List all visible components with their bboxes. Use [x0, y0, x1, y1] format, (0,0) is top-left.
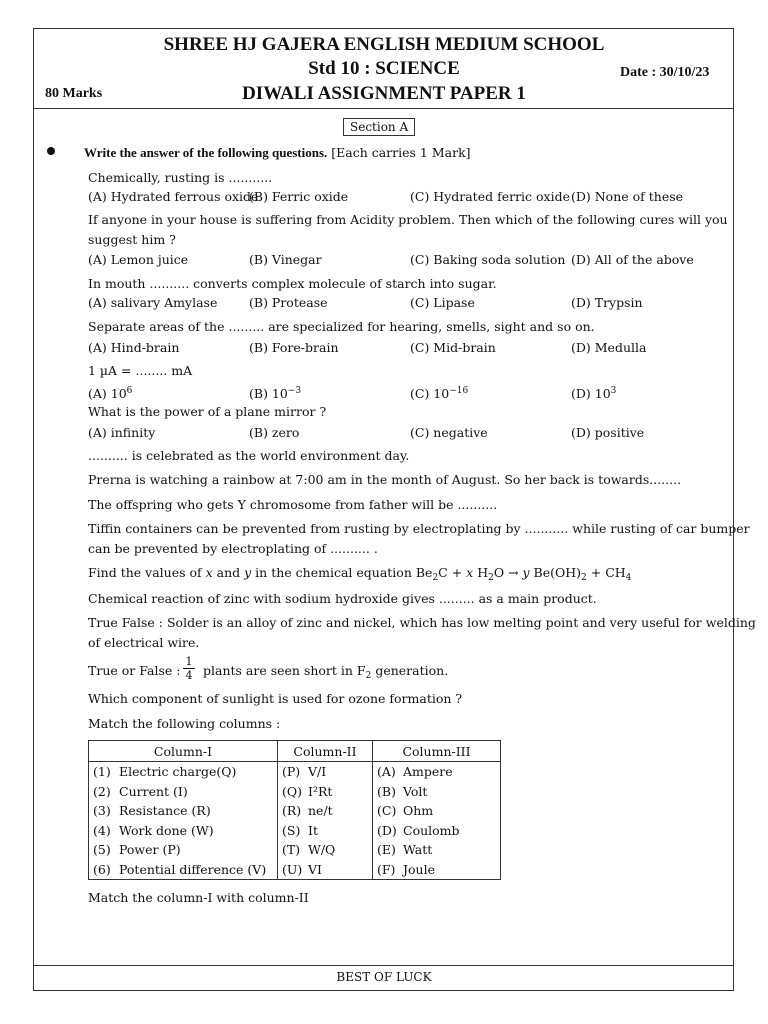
question-11: Find the values of x and y in the chemical equation $Be_2C + x$ $H_2O \to y$ $Be(OH)_2 + CH_4$ — [88, 565, 632, 583]
footer-divider — [33, 965, 734, 966]
school-name: SHREE HJ GAJERA ENGLISH MEDIUM SCHOOL — [163, 34, 605, 55]
q2-option-a: (A) Lemon juice — [88, 252, 189, 267]
instruction-rest: [Each carries 1 Mark] — [327, 145, 471, 160]
q2-option-b: (B) Vinegar — [249, 252, 322, 267]
question-10-line1: Tiffin containers can be prevented from rusting by electroplating by ........... while rusting of car bumper — [88, 521, 750, 536]
q4-option-d: (D) Medulla — [571, 340, 647, 355]
question-10-line2: can be prevented by electroplating of .......... . — [88, 541, 378, 556]
question-3: In mouth .......... converts complex molecule of starch into sugar. — [88, 276, 497, 291]
q6-option-a: (A) infinity — [88, 425, 156, 440]
question-1: Chemically, rusting is ........... — [88, 170, 273, 185]
col1-header: Column-I — [89, 741, 278, 762]
fraction: $\frac{1}{4}$ — [183, 656, 195, 682]
question-14-text: plants are seen short in $F_2$ generation. — [203, 663, 449, 681]
paper-title: DIWALI ASSIGNMENT PAPER 1 — [242, 83, 526, 104]
question-8: Prerna is watching a rainbow at 7:00 am in the month of August. So her back is towards........ — [88, 472, 682, 487]
question-9: The offspring who gets Y chromosome from father will be .......... — [88, 497, 498, 512]
question-5: 1 µA = ........ mA — [88, 363, 193, 378]
question-13-line1: True False : Solder is an alloy of zinc and nickel, which has low melting point and very useful for welding — [88, 615, 756, 630]
standard-subject: Std 10 : SCIENCE — [308, 58, 460, 79]
question-4: Separate areas of the ......... are specialized for hearing, smells, sight and so on. — [88, 319, 595, 334]
match-table — [88, 740, 501, 880]
section-label: Section A — [343, 118, 415, 136]
q4-option-c: (C) Mid-brain — [410, 340, 496, 355]
q1-option-a: (A) Hydrated ferrous oxide — [88, 189, 259, 204]
question-16: Match the following columns : — [88, 716, 281, 731]
instruction-bold: Write the answer of the following questions. — [84, 145, 328, 160]
question-7: .......... is celebrated as the world environment day. — [88, 448, 410, 463]
question-14-prefix: True or False : — [88, 663, 181, 678]
q5-option-d: (D) $10^3$ — [571, 386, 617, 401]
question-13-line2: of electrical wire. — [88, 635, 200, 650]
question-2-line1: If anyone in your house is suffering from Acidity problem. Then which of the following cures will you — [88, 212, 728, 227]
q4-option-a: (A) Hind-brain — [88, 340, 180, 355]
q1-option-c: (C) Hydrated ferric oxide — [410, 189, 570, 204]
col2-header: Column-II — [278, 741, 373, 762]
q3-option-b: (B) Protease — [249, 295, 328, 310]
table-row: (4) Work done (W) (S) It (D) Coulomb — [89, 821, 501, 841]
q2-option-d: (D) All of the above — [571, 252, 694, 267]
question-6: What is the power of a plane mirror ? — [88, 404, 327, 419]
footer-text: BEST OF LUCK — [336, 970, 432, 984]
bullet-icon — [47, 147, 55, 155]
instruction — [84, 145, 471, 161]
q1-option-d: (D) None of these — [571, 189, 684, 204]
q3-option-a: (A) salivary Amylase — [88, 295, 218, 310]
table-row: (3) Resistance (R) (R) ne/t (C) Ohm — [89, 801, 501, 821]
table-row: (6) Potential difference (V) (U) VI (F) Joule — [89, 860, 501, 880]
q6-option-b: (B) zero — [249, 425, 300, 440]
q5-option-b: (B) $10^{-3}$ — [249, 386, 302, 401]
q5-option-c: (C) $10^{-16}$ — [410, 386, 469, 401]
question-15: Which component of sunlight is used for ozone formation ? — [88, 691, 463, 706]
q4-option-b: (B) Fore-brain — [249, 340, 339, 355]
total-marks: 80 Marks — [45, 86, 103, 101]
q5-option-a: (A) $10^6$ — [88, 386, 133, 401]
table-row: (1) Electric charge(Q) (P) V/I (A) Ampere — [89, 762, 501, 782]
question-2-line2: suggest him ? — [88, 232, 176, 247]
question-12: Chemical reaction of zinc with sodium hydroxide gives ......... as a main product. — [88, 591, 597, 606]
table-row: (5) Power (P) (T) W/Q (E) Watt — [89, 840, 501, 860]
header-divider — [33, 108, 734, 109]
col3-header: Column-III — [373, 741, 501, 762]
q6-option-d: (D) positive — [571, 425, 645, 440]
exam-date: Date : 30/10/23 — [620, 65, 710, 80]
q6-option-c: (C) negative — [410, 425, 488, 440]
table-row: (2) Current (I) (Q) I²Rt (B) Volt — [89, 782, 501, 802]
question-17: Match the column-I with column-II — [88, 890, 309, 905]
q2-option-c: (C) Baking soda solution — [410, 252, 566, 267]
q3-option-c: (C) Lipase — [410, 295, 475, 310]
q3-option-d: (D) Trypsin — [571, 295, 643, 310]
q1-option-b: (B) Ferric oxide — [249, 189, 349, 204]
